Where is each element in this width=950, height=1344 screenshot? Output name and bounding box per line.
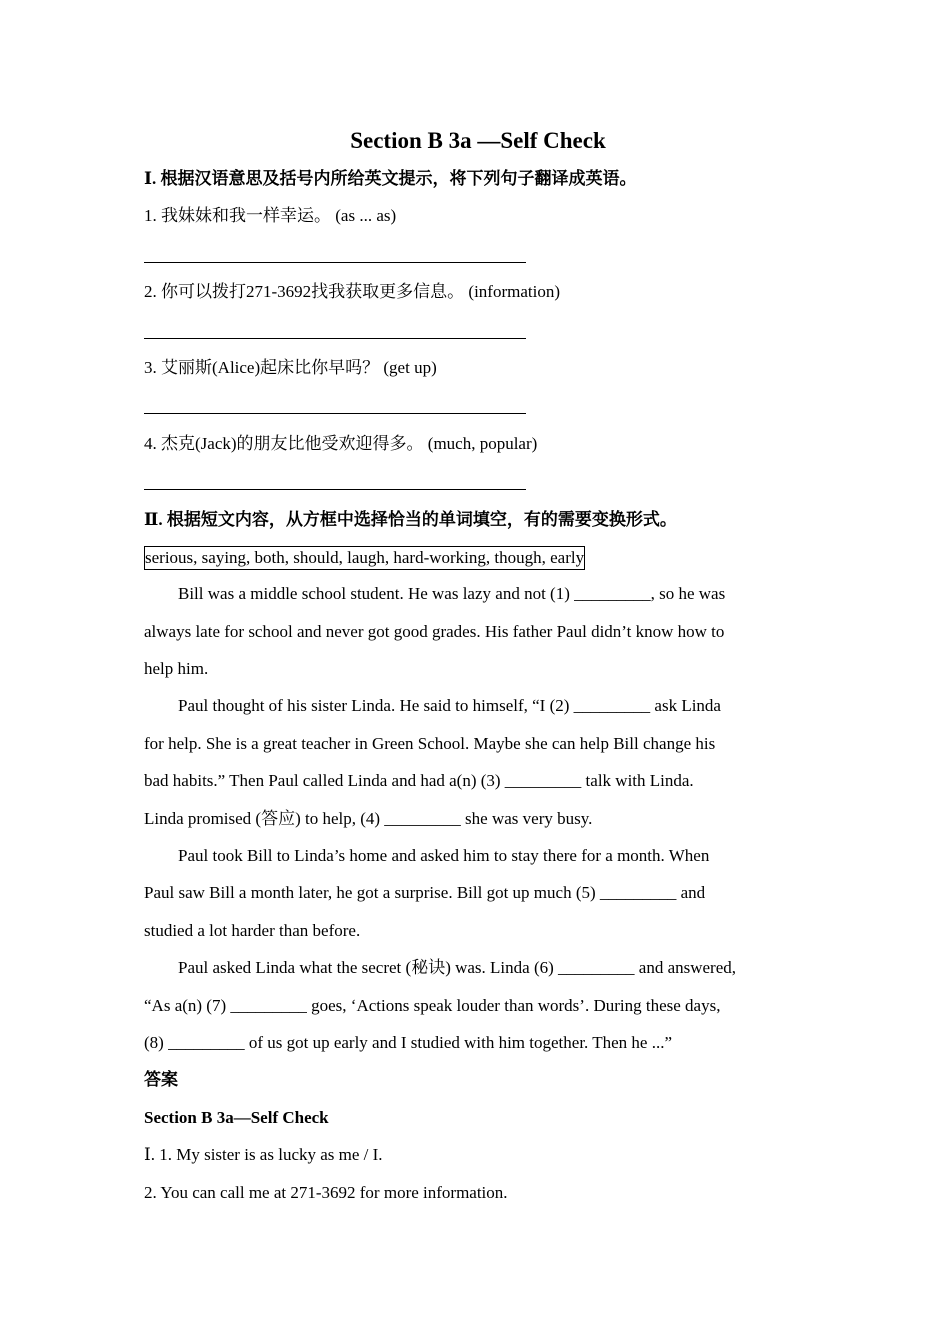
- passage-line: always late for school and never got good grades. His father Paul didn’t know how to: [144, 621, 725, 641]
- question-3: 3. 艾丽斯(Alice)起床比你早吗？ (get up): [144, 357, 437, 377]
- question-4: 4. 杰克(Jack)的朋友比他受欢迎得多。 (much, popular): [144, 433, 538, 453]
- question-1: 1. 我妹妹和我一样幸运。 (as ... as): [144, 206, 397, 226]
- answer-blank-1[interactable]: [144, 235, 526, 263]
- passage-line: Paul asked Linda what the secret (秘诀) was. Linda (6) _________ and answered,: [178, 958, 737, 978]
- question-2: 2. 你可以拨打271-3692找我获取更多信息。 (information): [144, 282, 560, 302]
- answers-label: 答案: [144, 1070, 178, 1090]
- part1-heading: Ⅰ. 根据汉语意思及括号内所给英文提示，将下列句子翻译成英语。: [144, 169, 637, 188]
- answers-title: Section B 3a—Self Check: [144, 1107, 329, 1127]
- passage-line: for help. She is a great teacher in Green School. Maybe she can help Bill change his: [144, 733, 716, 753]
- part2-heading: Ⅱ. 根据短文内容，从方框中选择恰当的单词填空，有的需要变换形式。: [144, 509, 677, 529]
- passage: [144, 575, 812, 1061]
- page-title: Section B 3a —Self Check: [350, 128, 606, 153]
- passage-line: studied a lot harder than before.: [144, 920, 361, 940]
- passage-line: Linda promised (答应) to help, (4) _________ she was very busy.: [144, 808, 593, 828]
- answer-blank-3[interactable]: [144, 386, 526, 414]
- answer-blank-2[interactable]: [144, 311, 526, 339]
- passage-line: Paul saw Bill a month later, he got a surprise. Bill got up much (5) _________ and: [144, 883, 706, 903]
- passage-line: Paul thought of his sister Linda. He said to himself, “I (2) _________ ask Linda: [178, 696, 721, 716]
- passage-line: (8) _________ of us got up early and I studied with him together. Then he ...”: [144, 1032, 673, 1052]
- worksheet-page: [144, 122, 812, 1211]
- answer-blank-4[interactable]: [144, 462, 526, 490]
- word-box-row: [144, 538, 812, 575]
- passage-line: Bill was a middle school student. He was lazy and not (1) _________, so he was: [178, 584, 726, 604]
- answer-text: Ⅰ. 1. My sister is as lucky as me / I.: [144, 1145, 383, 1165]
- passage-line: bad habits.” Then Paul called Linda and had a(n) (3) _________ talk with Linda.: [144, 771, 694, 791]
- answer-text: 2. You can call me at 271-3692 for more information.: [144, 1182, 508, 1202]
- passage-line: “As a(n) (7) _________ goes, ‘Actions speak louder than words’. During these days,: [144, 995, 721, 1015]
- passage-line: Paul took Bill to Linda’s home and asked him to stay there for a month. When: [178, 846, 710, 866]
- passage-line: help him.: [144, 659, 209, 679]
- word-box: serious, saying, both, should, laugh, hard-working, though, early: [144, 546, 585, 570]
